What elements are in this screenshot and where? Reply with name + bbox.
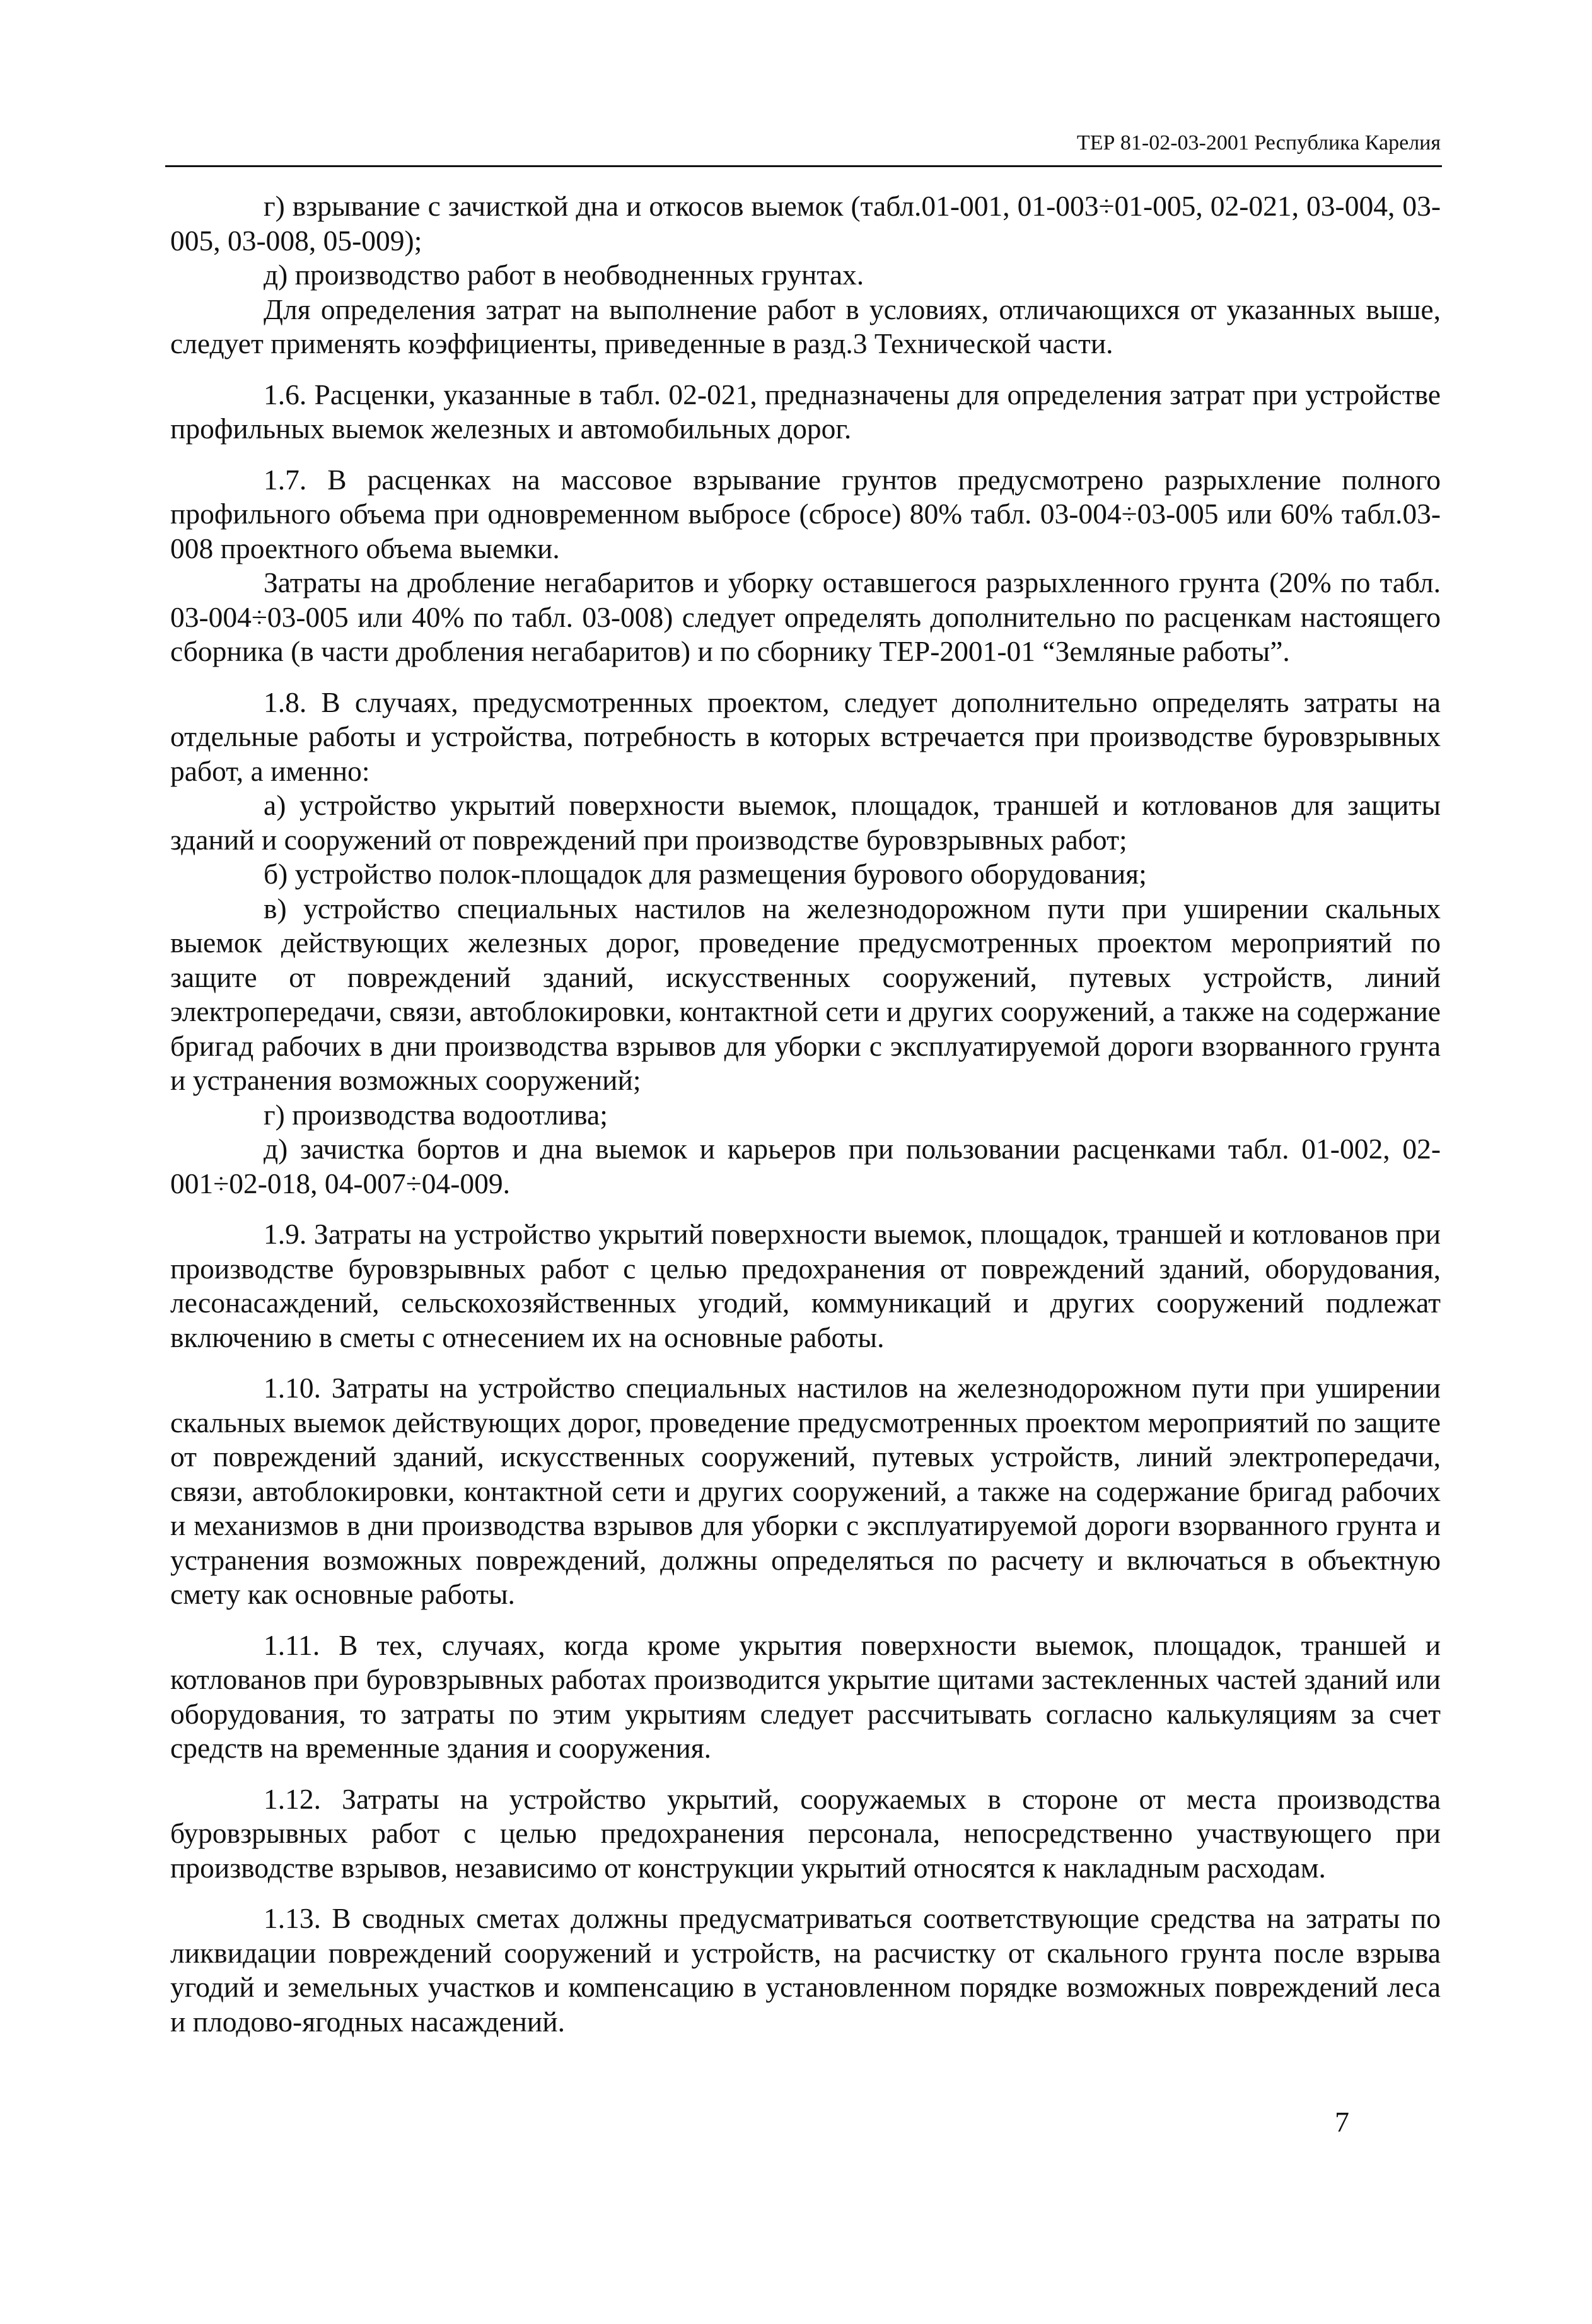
paragraph-1-12: 1.12. Затраты на устройство укрытий, сооружаемых в стороне от места производства буровзрывных работ с целью предохранения персонала, непосредственно участвующего при производстве взрывов, независимо от конструкции укрытий относятся к накладным расходам. bbox=[170, 1782, 1441, 1884]
paragraph-1-11: 1.11. В тех, случаях, когда кроме укрытия поверхности выемок, площадок, траншей и котлованов при буровзрывных работах производится укрытие щитами застекленных частей зданий или оборудования, то затраты по этим укрытиям следует рассчитывать согласно калькуляциям за счет средств на временные здания и сооружения. bbox=[170, 1628, 1441, 1764]
paragraph-1-8-item-b: б) устройство полок-площадок для размещения бурового оборудования; bbox=[264, 858, 1147, 890]
paragraph-1-6: 1.6. Расценки, указанные в табл. 02-021, предназначены для определения затрат при устройстве профильных выемок железных и автомобильных дорог. bbox=[170, 378, 1441, 445]
paragraph-list-item-d: д) производство работ в необводненных грунтах. bbox=[264, 259, 864, 291]
paragraph-1-7: 1.7. В расценках на массовое взрывание грунтов предусмотрено разрыхление полного профильного объема при одновременном выбросе (сбросе) 80% табл. 03-004÷03-005 или 60% табл.03-008 проектного объема выемки. bbox=[170, 463, 1441, 564]
paragraph-1-8: 1.8. В случаях, предусмотренных проектом, следует дополнительно определять затраты на отдельные работы и устройства, потребность в которых встречается при производстве буровзрывных работ, а именно: bbox=[170, 686, 1441, 787]
paragraph-1-9: 1.9. Затраты на устройство укрытий поверхности выемок, площадок, траншей и котлованов при производстве буровзрывных работ с целью предохранения от повреждений зданий, оборудования, лесонасаждений, сельскохозяйственных угодий, коммуникаций и других сооружений подлежат включению в сметы с отнесением их на основные работы. bbox=[170, 1218, 1441, 1353]
document-body bbox=[170, 189, 1441, 2039]
paragraph-1-8-item-d: д) зачистка бортов и дна выемок и карьеров при пользовании расценками табл. 01-002, 02-001÷02-018, 04-007÷04-009. bbox=[170, 1133, 1441, 1200]
paragraph-1-7-costs: Затраты на дробление негабаритов и уборку оставшегося разрыхленного грунта (20% по табл. 03-004÷03-005 или 40% по табл. 03-008) следует определять дополнительно по расценкам настоящего сборника (в части дробления негабаритов) и по сборнику ТЕР-2001-01 “Земляные работы”. bbox=[170, 566, 1441, 667]
paragraph-1-8-item-g: г) производства водоотлива; bbox=[264, 1098, 608, 1131]
paragraph-1-8-item-v: в) устройство специальных настилов на железнодорожном пути при уширении скальных выемок действующих железных дорог, проведение предусмотренных проектом мероприятий по защите от повреждений зданий, искусственных сооружений, путевых устройств, линий электропередачи, связи, автоблокировки, контактной сети и других сооружений, а также на содержание бригад рабочих в дни производства взрывов для уборки с эксплуатируемой дороги взорванного грунта и устранения возможных сооружений; bbox=[170, 892, 1441, 1096]
header-divider bbox=[165, 165, 1442, 167]
paragraph-1-10: 1.10. Затраты на устройство специальных настилов на железнодорожном пути при уширении скальных выемок действующих дорог, проведение предусмотренных проектом мероприятий по защите от повреждений зданий, искусственных сооружений, путевых устройств, линий электропередачи, связи, автоблокировки, контактной сети и других сооружений, а также на содержание бригад рабочих и механизмов в дни производства взрывов для уборки с эксплуатируемой дороги взорванного грунта и устранения возможных повреждений, должны определяться по расчету и включаться в объектную смету как основные работы. bbox=[170, 1372, 1441, 1610]
paragraph-list-item-g: г) взрывание с зачисткой дна и откосов выемок (табл.01-001, 01-003÷01-005, 02-021, 03-004, 03-005, 03-008, 05-009); bbox=[170, 190, 1441, 257]
running-header: ТЕР 81-02-03-2001 Республика Карелия bbox=[1076, 131, 1441, 155]
paragraph-1-13: 1.13. В сводных сметах должны предусматриваться соответствующие средства на затраты по ликвидации повреждений сооружений и устройств, на расчистку от скального грунта после взрыва угодий и земельных участков и компенсацию в установленном порядке возможных повреждений леса и плодово-ягодных насаждений. bbox=[170, 1902, 1441, 2038]
page-number: 7 bbox=[1335, 2106, 1349, 2138]
paragraph-1-8-item-a: а) устройство укрытий поверхности выемок, площадок, траншей и котлованов для защиты зданий и сооружений от повреждений при производстве буровзрывных работ; bbox=[170, 789, 1441, 856]
paragraph-coefficients-note: Для определения затрат на выполнение работ в условиях, отличающихся от указанных выше, следует применять коэффициенты, приведенные в разд.3 Технической части. bbox=[170, 293, 1441, 359]
